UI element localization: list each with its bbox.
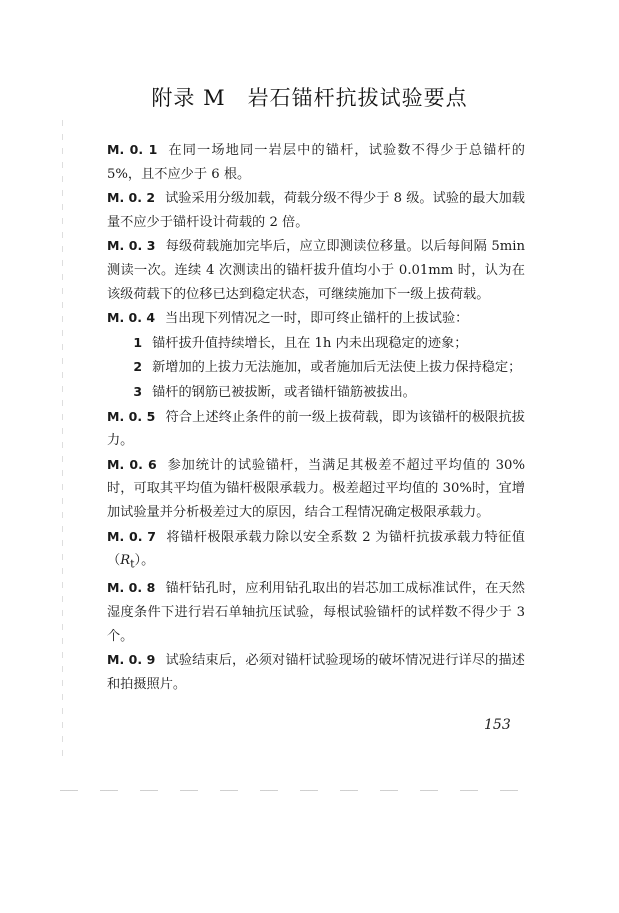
section-number: M. 0. 5 — [107, 408, 156, 424]
section-m02 — [107, 186, 525, 234]
section-text-after: ）。 — [134, 553, 155, 569]
scan-margin-line — [62, 120, 63, 760]
section-number: M. 0. 1 — [107, 142, 158, 157]
section-m09 — [107, 648, 525, 696]
appendix-title: 附录 M 岩石锚杆抗拔试验要点 — [151, 86, 468, 110]
scan-artifact-line — [60, 790, 530, 791]
item-number: 2 — [133, 359, 143, 375]
section-number: M. 0. 3 — [107, 238, 156, 254]
section-text: 每级荷载施加完毕后，应立即测读位移量。以后每间隔 5min 测读一次。连续 4 次测读出的锚杆拔升值均小于 0.01mm 时，认为在该级荷载下的位移已达到稳定状态，可继续施加下一级上拔荷载。 — [107, 239, 526, 302]
section-number: M. 0. 9 — [107, 652, 156, 668]
list-item-1 — [107, 331, 525, 356]
item-text: 锚杆的钢筋已被拔断，或者锚杆锚筋被拔出。 — [152, 384, 416, 400]
section-number: M. 0. 7 — [107, 528, 156, 544]
item-number: 1 — [133, 334, 143, 350]
item-text: 锚杆拔升值持续增长，且在 1h 内未出现稳定的迹象； — [152, 335, 468, 351]
list-item-3 — [107, 380, 525, 405]
section-text: 试验采用分级加载，荷载分级不得少于 8 级。试验的最大加载量不应少于锚杆设计荷载的 2 倍。 — [107, 191, 525, 230]
appendix-body — [107, 138, 525, 696]
section-text: 在同一场地同一岩层中的锚杆，试验数不得少于总锚杆的 5%，且不应少于 6 根。 — [107, 143, 525, 182]
section-text: 试验结束后，必须对锚杆试验现场的破坏情况进行详尽的描述和拍摄照片。 — [107, 653, 525, 692]
section-text: 参加统计的试验锚杆，当满足其极差不超过平均值的 30%时，可取其平均值为锚杆极限承载力。极差超过平均值的 30%时，宜增加试验量并分析极差过大的原因，结合工程情况确定极限承载力。 — [107, 457, 525, 520]
section-m03 — [107, 234, 525, 306]
section-m04 — [107, 306, 525, 331]
list-item-2 — [107, 355, 525, 380]
section-text-before: 将锚杆极限承载力除以安全系数 2 为锚杆抗拔承载力特征值（ — [107, 529, 525, 569]
section-number: M. 0. 6 — [107, 456, 157, 472]
section-m05 — [107, 405, 525, 453]
section-number: M. 0. 4 — [107, 310, 156, 326]
section-m06 — [107, 453, 525, 525]
section-text: 符合上述终止条件的前一级上拔荷载，即为该锚杆的极限抗拔力。 — [107, 409, 525, 449]
variable-subscript: t — [130, 557, 135, 571]
section-m07 — [107, 525, 525, 577]
section-m08 — [107, 576, 525, 648]
item-number: 3 — [133, 383, 143, 399]
section-text: 锚杆钻孔时，应利用钻孔取出的岩芯加工成标准试件，在天然湿度条件下进行岩石单轴抗压试验，每根试验锚杆的试样数不得少于 3 个。 — [107, 581, 525, 644]
section-number: M. 0. 8 — [107, 580, 156, 596]
item-text: 新增加的上拔力无法施加，或者施加后无法使上拔力保持稳定； — [152, 360, 522, 376]
section-text: 当出现下列情况之一时，即可终止锚杆的上拔试验： — [165, 311, 469, 327]
section-m01 — [107, 138, 525, 186]
variable-symbol: R — [120, 553, 131, 569]
page-number: 153 — [484, 717, 511, 733]
section-number: M. 0. 2 — [107, 190, 156, 206]
